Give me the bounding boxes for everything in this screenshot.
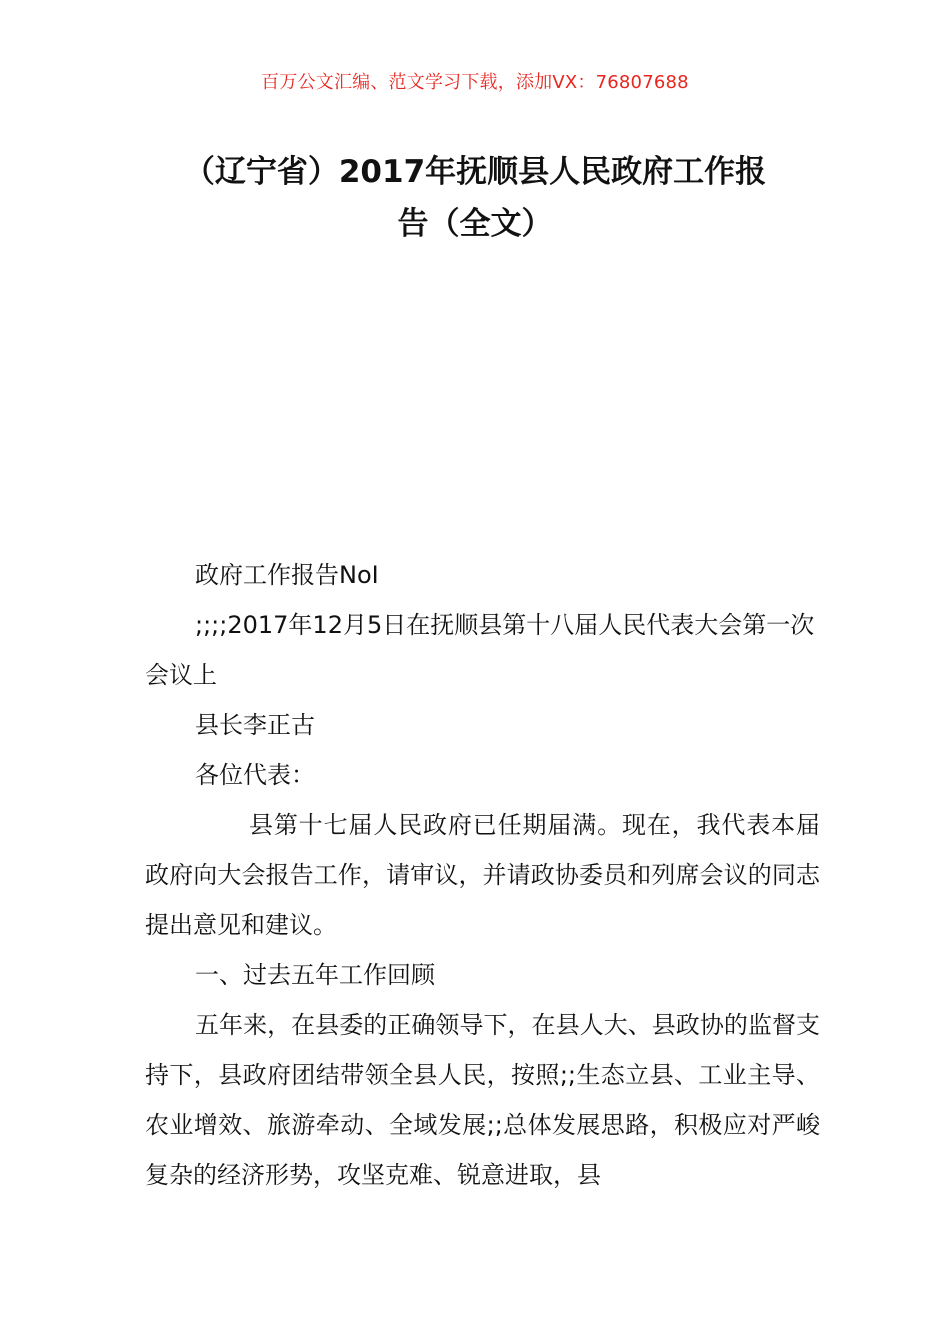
date-line: ;;;;2017年12月5日在抚顺县第十八届人民代表大会第一次会议上: [145, 611, 815, 689]
speaker-line: 县长李正古: [195, 711, 315, 739]
review-paragraph: 五年来，在县委的正确领导下，在县人大、县政协的监督支持下，县政府团结带领全县人民，按照;;生态立县、工业主导、农业增效、旅游牵动、全域发展;;总体发展思路，积极应对严峻复杂的经济形势，攻坚克难、锐意进取，县: [145, 1011, 820, 1189]
document-title: [145, 146, 805, 250]
title-line-1: （辽宁省）2017年抚顺县人民政府工作报: [183, 154, 767, 190]
intro-paragraph: 县第十七届人民政府已任期届满。现在，我代表本届政府向大会报告工作，请审议，并请政协委员和列席会议的同志提出意见和建议。: [145, 811, 820, 939]
section-heading: 一、过去五年工作回顾: [195, 961, 435, 989]
document-body: [145, 550, 820, 1200]
header-note: 百万公文汇编、范文学习下载，添加VX：76807688: [261, 72, 689, 93]
report-label: 政府工作报告NoI: [195, 561, 379, 589]
title-line-2: 告（全文）: [397, 206, 553, 242]
greeting: 各位代表：: [195, 761, 315, 789]
